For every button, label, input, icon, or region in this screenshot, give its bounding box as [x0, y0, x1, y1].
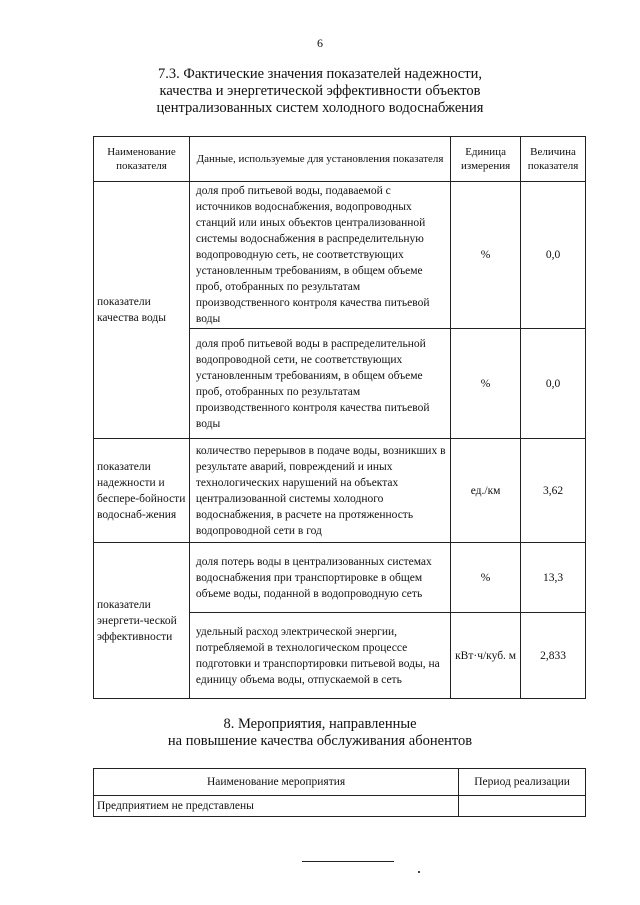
title-line: 8. Мероприятия, направленные [223, 716, 417, 732]
table-header-row [94, 769, 586, 796]
header-data: Данные, используемые для установления показателя [189, 137, 450, 182]
scan-mark [418, 871, 420, 873]
indicator-data: доля проб питьевой воды в распределительной водопроводной сети, не соответствующих установленным требованиям, в общем объеме проб, отобранных по результатам производственного контроля качества питьевой воды [189, 329, 450, 439]
section-8-title [0, 716, 640, 750]
indicator-unit: кВт·ч/куб. м [451, 613, 521, 699]
table-header-row [94, 137, 586, 182]
indicator-group-name: показатели надежности и беспере-бойности водоснаб-жения [94, 439, 190, 543]
indicator-value: 13,3 [521, 543, 586, 613]
indicator-value: 2,833 [521, 613, 586, 699]
indicator-unit: ед./км [451, 439, 521, 543]
indicator-unit: % [451, 329, 521, 439]
header-value: Величина показателя [521, 137, 586, 182]
indicator-value: 0,0 [521, 182, 586, 329]
period-cell [459, 796, 586, 817]
title-line: качества и энергетической эффективности объектов [159, 83, 481, 99]
header-period: Период реализации [459, 769, 586, 796]
header-measure: Наименование мероприятия [94, 769, 459, 796]
indicator-value: 3,62 [521, 439, 586, 543]
title-line: на повышение качества обслуживания абонентов [167, 733, 473, 749]
measures-table [93, 768, 586, 817]
indicator-group-name: показатели энергети-ческой эффективности [94, 543, 190, 699]
header-unit: Единица измерения [451, 137, 521, 182]
page-number: 6 [317, 36, 323, 50]
table-row [94, 796, 586, 817]
signature-line [302, 861, 394, 862]
indicator-value: 0,0 [521, 329, 586, 439]
indicator-data: удельный расход электрической энергии, потребляемой в технологическом процессе подготовки и транспортировки питьевой воды, на единицу объема воды, отпускаемой в сеть [189, 613, 450, 699]
indicator-unit: % [451, 543, 521, 613]
title-line: 7.3. Фактические значения показателей надежности, [158, 66, 482, 82]
indicator-group-name: показатели качества воды [94, 182, 190, 439]
indicator-data: количество перерывов в подаче воды, возникших в результате аварий, повреждений и иных технологических нарушений на объектах централизованной системы холодного водоснабжения, в расчете на протяженность водопроводной сети в год [189, 439, 450, 543]
header-name: Наименование показателя [94, 137, 190, 182]
indicator-unit: % [451, 182, 521, 329]
indicator-data: доля потерь воды в централизованных системах водоснабжения при транспортировке в общем объеме воды, поданной в водопроводную сеть [189, 543, 450, 613]
indicators-table [93, 136, 586, 699]
table-row [94, 543, 586, 613]
indicator-data: доля проб питьевой воды, подаваемой с источников водоснабжения, водопроводных станций или иных объектов централизованной системы водоснабжения в распределительную водопроводную сеть, не соответствующих установленным требованиям, в общем объеме проб, отобранных по результатам производственного контроля качества питьевой воды [189, 182, 450, 329]
table-row [94, 182, 586, 329]
measure-cell: Предприятием не представлены [94, 796, 459, 817]
table-row [94, 439, 586, 543]
title-line: централизованных систем холодного водоснабжения [156, 100, 484, 116]
section-7-3-title [0, 66, 640, 117]
